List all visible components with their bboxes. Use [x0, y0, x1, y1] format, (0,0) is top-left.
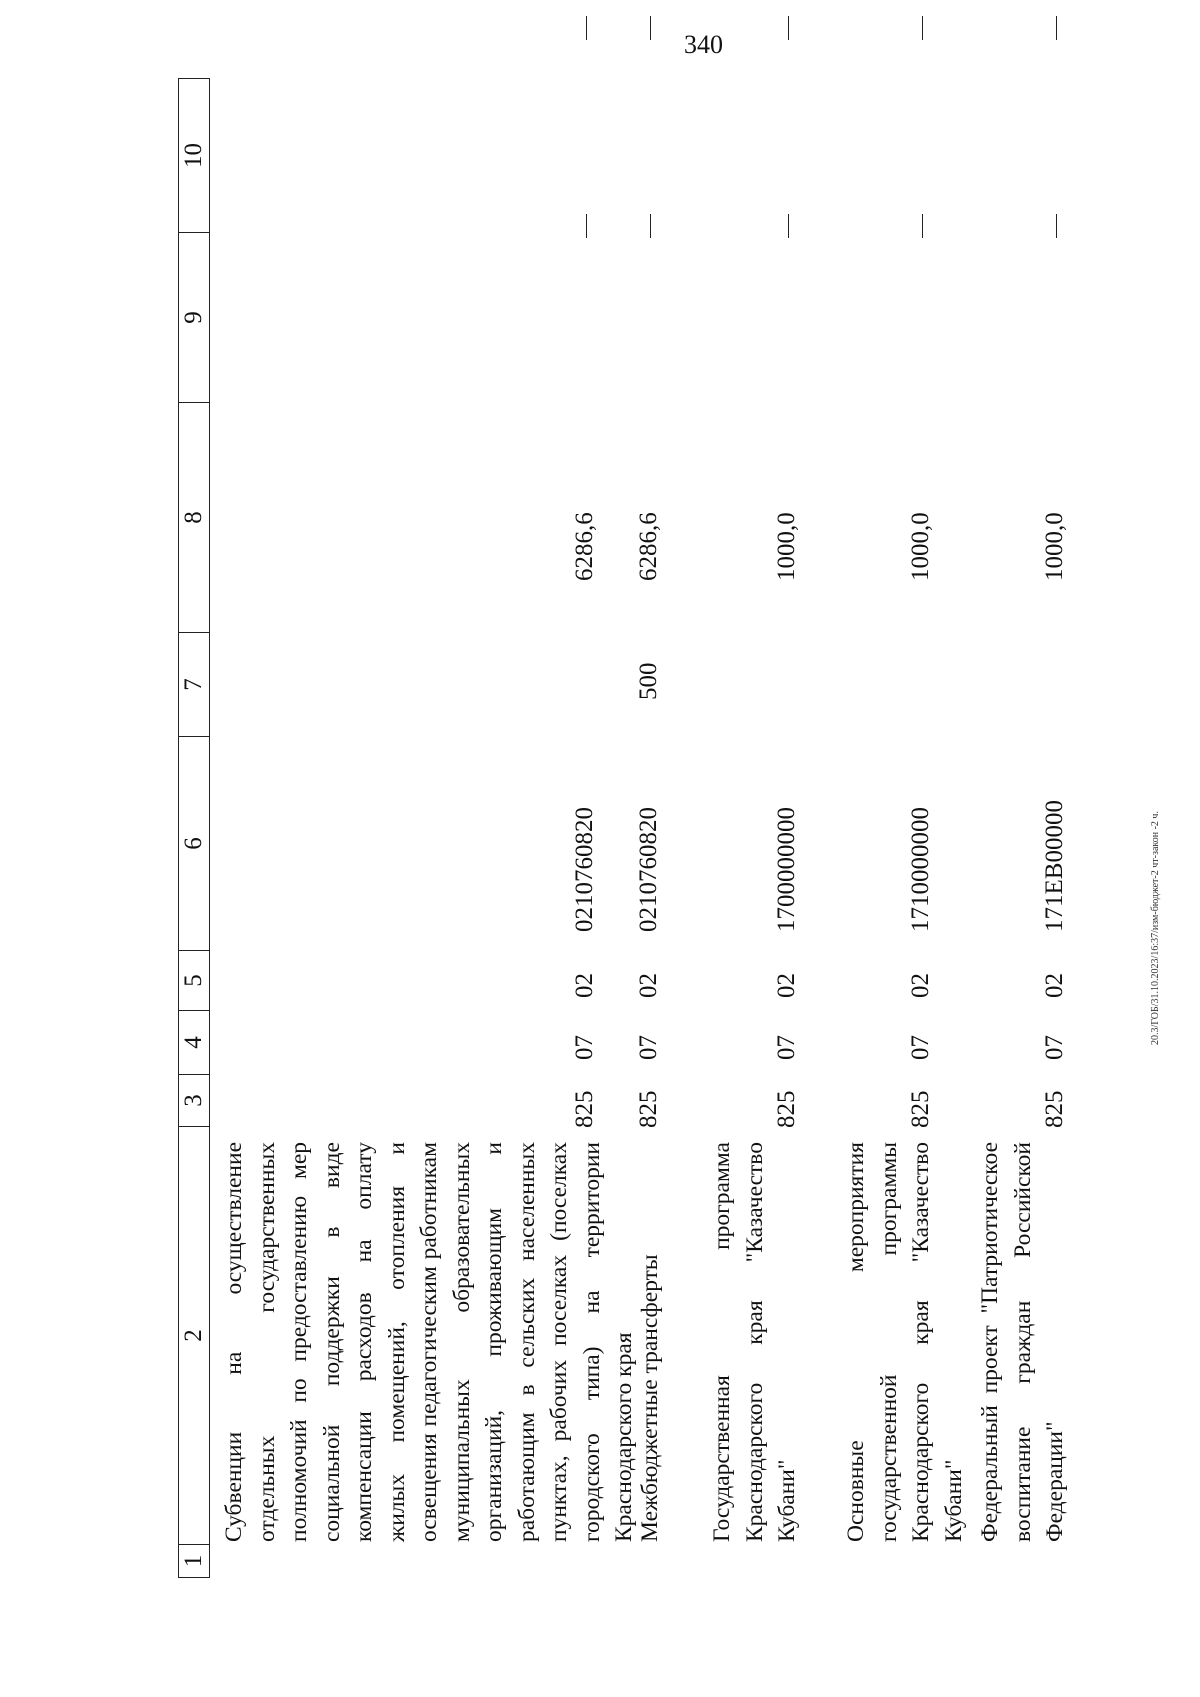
col-header-2: 2	[179, 1127, 209, 1545]
col-header-7: 7	[179, 633, 209, 737]
cell-col5: 02	[571, 973, 598, 998]
cell-col7: 500	[635, 662, 662, 700]
cell-col6: 171EB00000	[1041, 800, 1068, 932]
dash-mark-col10	[788, 16, 789, 40]
dash-mark-col10	[586, 16, 587, 40]
col-header-9: 9	[179, 233, 209, 403]
col-header-5: 5	[179, 951, 209, 1011]
dash-mark-col9	[922, 214, 923, 238]
cell-col6: 1710000000	[907, 807, 934, 932]
cell-col4: 07	[773, 1035, 800, 1060]
row-name: Государственная программа Краснодарского края "Казачество Кубани"	[709, 1142, 800, 1542]
cell-col6: 0210760820	[571, 807, 598, 932]
cell-col3: 825	[1041, 1090, 1068, 1128]
cell-col4: 07	[635, 1035, 662, 1060]
dash-mark-col10	[650, 16, 651, 40]
dash-mark-col9	[1056, 214, 1057, 238]
document-footer-note: 20.3/ГОБ/31.10.2023/16:37/изм-бюджет-2 чт-закон -2 ч.	[1150, 811, 1161, 1045]
row-name: Межбюджетные трансферты	[637, 1254, 663, 1542]
cell-col8: 6286,6	[571, 512, 598, 581]
cell-col8: 1000,0	[1041, 512, 1068, 581]
table-header	[178, 78, 210, 1578]
col-header-3: 3	[179, 1075, 209, 1127]
dash-mark-col10	[922, 16, 923, 40]
col-header-4: 4	[179, 1011, 209, 1075]
cell-col3: 825	[571, 1090, 598, 1128]
dash-mark-col9	[586, 214, 587, 238]
dash-mark-col9	[788, 214, 789, 238]
budget-table	[178, 78, 1068, 1578]
dash-mark-col10	[1056, 16, 1057, 40]
col-header-10: 10	[179, 79, 209, 233]
cell-col4: 07	[907, 1035, 934, 1060]
cell-col8: 6286,6	[635, 512, 662, 581]
row-name: Основные мероприятия государственной программы Краснодарского края "Казачество Кубани"	[843, 1142, 967, 1542]
cell-col8: 1000,0	[907, 512, 934, 581]
cell-col3: 825	[907, 1090, 934, 1128]
cell-col3: 825	[635, 1090, 662, 1128]
cell-col8: 1000,0	[773, 512, 800, 581]
cell-col4: 07	[571, 1035, 598, 1060]
cell-col5: 02	[1041, 973, 1068, 998]
cell-col5: 02	[635, 973, 662, 998]
page-number: 340	[684, 30, 723, 59]
cell-col3: 825	[773, 1090, 800, 1128]
cell-col4: 07	[1041, 1035, 1068, 1060]
dash-mark-col9	[650, 214, 651, 238]
cell-col5: 02	[773, 973, 800, 998]
cell-col5: 02	[907, 973, 934, 998]
row-name: Субвенции на осуществление отдельных государственных полномочий по предоставлению мер социальной поддержки в виде компенсации расходов на оплату жилых помещений, отопления и освещения педагогическим работникам муниципальных образовательных организаций, проживающим и работающим в сельских населенных пунктах, рабочих поселках (поселках городского типа) на территории Краснодарского края	[221, 1142, 637, 1542]
row-name: Федеральный проект "Патриотическое воспитание граждан Российской Федерации"	[977, 1142, 1068, 1542]
col-header-8: 8	[179, 403, 209, 633]
cell-col6: 1700000000	[773, 807, 800, 932]
col-header-6: 6	[179, 737, 209, 951]
col-header-1: 1	[180, 1554, 207, 1568]
cell-col6: 0210760820	[635, 807, 662, 932]
